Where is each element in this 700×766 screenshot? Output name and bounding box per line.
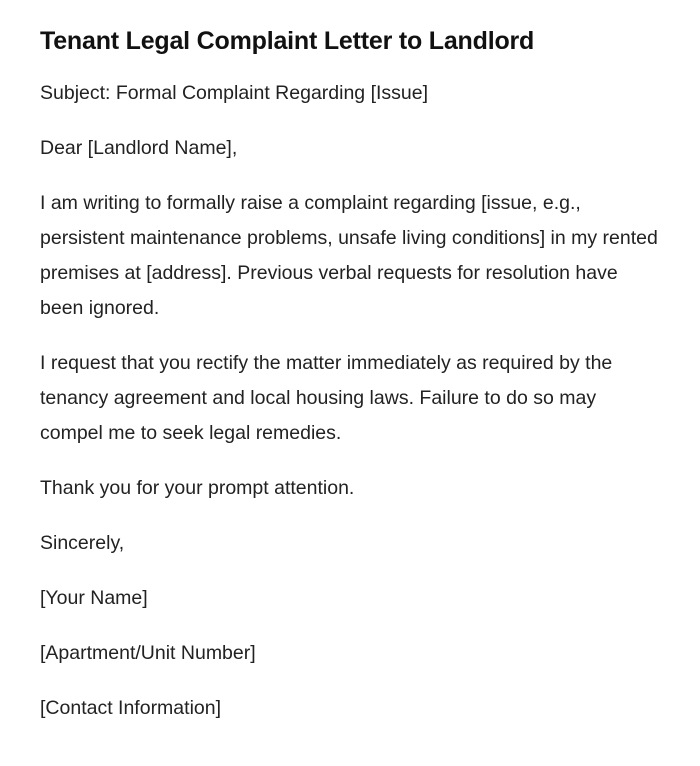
letter-title: Tenant Legal Complaint Letter to Landlord [40, 27, 535, 55]
signature-name: [Your Name] [40, 587, 148, 609]
letter-paragraph-request: I request that you rectify the matter immediately as required by the tenancy agreement and local housing laws. Failure to do so may compel me to seek legal remedies. [40, 352, 613, 444]
letter-closing: Sincerely, [40, 532, 125, 554]
letter-paragraph-thanks: Thank you for your prompt attention. [40, 477, 355, 499]
letter-paragraph-complaint: I am writing to formally raise a complaint regarding [issue, e.g., persistent maintenance problems, unsafe living conditions] in my rented premises at [address]. Previous verbal requests for resolution have been ignored. [40, 192, 658, 319]
letter-greeting: Dear [Landlord Name], [40, 137, 238, 159]
signature-contact: [Contact Information] [40, 697, 222, 719]
signature-unit: [Apartment/Unit Number] [40, 642, 256, 664]
letter-subject: Subject: Formal Complaint Regarding [Issue] [40, 82, 429, 104]
